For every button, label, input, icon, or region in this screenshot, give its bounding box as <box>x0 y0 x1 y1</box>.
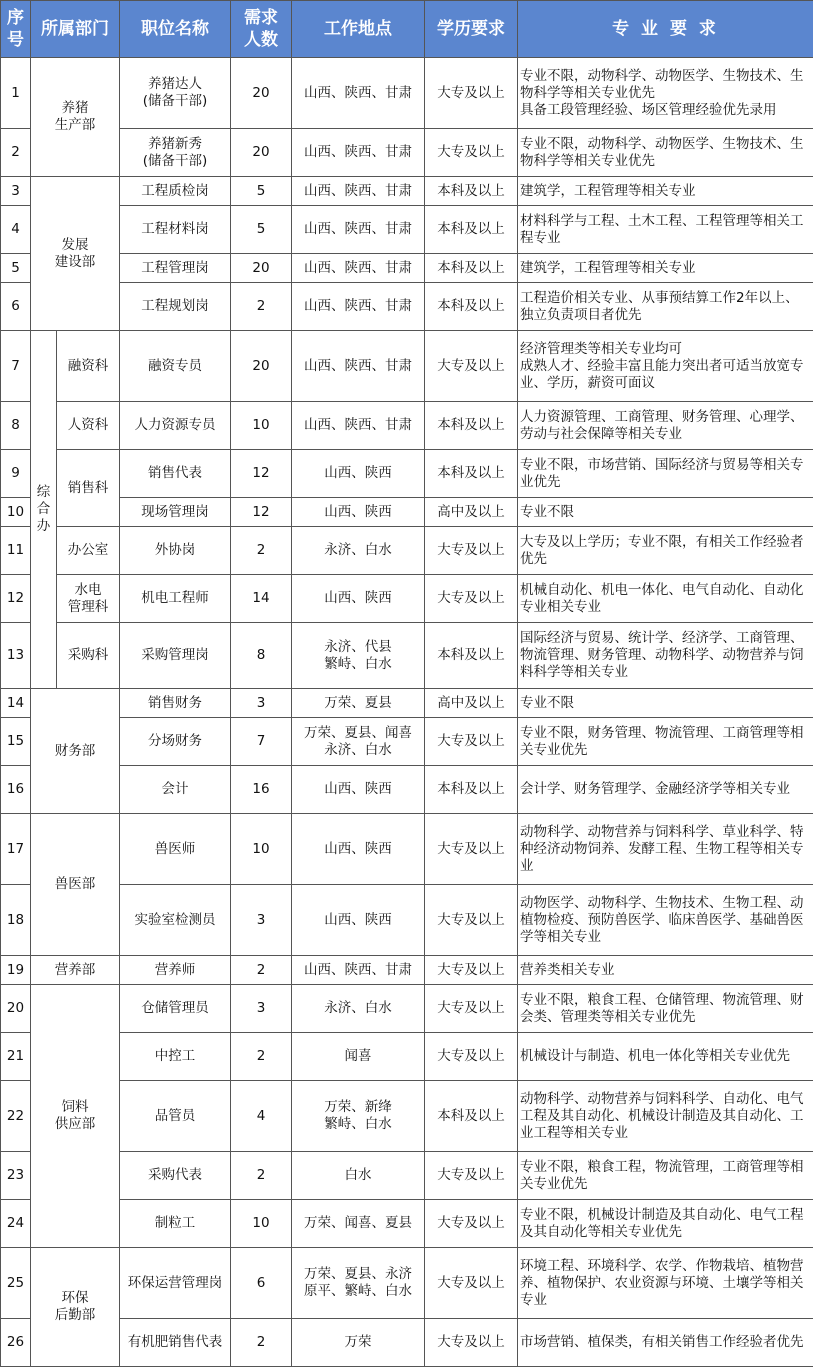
position-title: 现场管理岗 <box>120 498 231 527</box>
dept-dev: 发展 建设部 <box>31 177 120 331</box>
position-title: 融资专员 <box>120 331 231 402</box>
position-title: 分场财务 <box>120 718 231 766</box>
headcount: 3 <box>231 985 292 1033</box>
major-req: 专业不限 <box>518 498 813 527</box>
work-location: 万荣、夏县、永济 原平、繁峙、白水 <box>292 1248 425 1319</box>
position-title: 会计 <box>120 766 231 814</box>
work-location: 万荣、夏县 <box>292 689 425 718</box>
row-no: 6 <box>1 283 31 331</box>
row-no: 5 <box>1 254 31 283</box>
work-location: 山西、陕西 <box>292 766 425 814</box>
table-row <box>1 1033 813 1081</box>
major-req: 动物科学、动物营养与饲料科学、草业科学、特种经济动物饲养、发酵工程、生物工程等相关专业 <box>518 814 813 885</box>
table-row <box>1 1319 813 1367</box>
work-location: 山西、陕西、甘肃 <box>292 956 425 985</box>
position-title: 人力资源专员 <box>120 402 231 450</box>
major-req: 人力资源管理、工商管理、财务管理、心理学、劳动与社会保障等相关专业 <box>518 402 813 450</box>
position-title: 养猪新秀 (储备干部) <box>120 129 231 177</box>
position-title: 品管员 <box>120 1081 231 1152</box>
headcount: 10 <box>231 814 292 885</box>
dept-pig: 养猪 生产部 <box>31 58 120 177</box>
headcount: 2 <box>231 1152 292 1200</box>
row-no: 3 <box>1 177 31 206</box>
education-req: 大专及以上 <box>425 1319 518 1367</box>
subdept-hydro: 水电 管理科 <box>57 575 120 623</box>
education-req: 本科及以上 <box>425 206 518 254</box>
row-no: 21 <box>1 1033 31 1081</box>
major-req: 专业不限，粮食工程、仓储管理、物流管理、财会类、管理类等相关专业优先 <box>518 985 813 1033</box>
major-req: 专业不限，机械设计制造及其自动化、电气工程及其自动化等相关专业优先 <box>518 1200 813 1248</box>
major-req: 专业不限，动物科学、动物医学、生物技术、生物科学等相关专业优先 <box>518 129 813 177</box>
table-row <box>1 575 813 623</box>
education-req: 本科及以上 <box>425 402 518 450</box>
dept-nutrition: 营养部 <box>31 956 120 985</box>
row-no: 16 <box>1 766 31 814</box>
table-row <box>1 689 813 718</box>
work-location: 万荣 <box>292 1319 425 1367</box>
work-location: 山西、陕西 <box>292 885 425 956</box>
education-req: 本科及以上 <box>425 1081 518 1152</box>
row-no: 13 <box>1 623 31 689</box>
subdept-sales: 销售科 <box>57 450 120 527</box>
education-req: 大专及以上 <box>425 58 518 129</box>
row-no: 24 <box>1 1200 31 1248</box>
work-location: 山西、陕西 <box>292 575 425 623</box>
work-location: 山西、陕西、甘肃 <box>292 331 425 402</box>
work-location: 永济、代县 繁峙、白水 <box>292 623 425 689</box>
education-req: 高中及以上 <box>425 498 518 527</box>
row-no: 18 <box>1 885 31 956</box>
headcount: 4 <box>231 1081 292 1152</box>
table-row <box>1 1200 813 1248</box>
position-title: 制粒工 <box>120 1200 231 1248</box>
dept-env: 环保 后勤部 <box>31 1248 120 1367</box>
education-req: 大专及以上 <box>425 129 518 177</box>
table-row <box>1 527 813 575</box>
major-req: 机械自动化、机电一体化、电气自动化、自动化专业相关专业 <box>518 575 813 623</box>
table-row <box>1 58 813 129</box>
major-req: 会计学、财务管理学、金融经济学等相关专业 <box>518 766 813 814</box>
headcount: 10 <box>231 1200 292 1248</box>
table-row <box>1 766 813 814</box>
row-no: 1 <box>1 58 31 129</box>
headcount: 3 <box>231 885 292 956</box>
education-req: 本科及以上 <box>425 623 518 689</box>
major-req: 建筑学，工程管理等相关专业 <box>518 254 813 283</box>
work-location: 万荣、夏县、闻喜 永济、白水 <box>292 718 425 766</box>
education-req: 本科及以上 <box>425 766 518 814</box>
major-req: 专业不限，动物科学、动物医学、生物技术、生物科学等相关专业优先 具备工段管理经验、场区管理经验优先录用 <box>518 58 813 129</box>
position-title: 仓储管理员 <box>120 985 231 1033</box>
education-req: 大专及以上 <box>425 718 518 766</box>
work-location: 山西、陕西、甘肃 <box>292 58 425 129</box>
major-req: 建筑学，工程管理等相关专业 <box>518 177 813 206</box>
header-count: 需求 人数 <box>231 1 292 58</box>
work-location: 白水 <box>292 1152 425 1200</box>
work-location: 山西、陕西 <box>292 450 425 498</box>
work-location: 山西、陕西、甘肃 <box>292 402 425 450</box>
education-req: 大专及以上 <box>425 331 518 402</box>
education-req: 本科及以上 <box>425 254 518 283</box>
row-no: 4 <box>1 206 31 254</box>
row-no: 12 <box>1 575 31 623</box>
education-req: 大专及以上 <box>425 1152 518 1200</box>
row-no: 19 <box>1 956 31 985</box>
major-req: 机械设计与制造、机电一体化等相关专业优先 <box>518 1033 813 1081</box>
position-title: 环保运营管理岗 <box>120 1248 231 1319</box>
position-title: 兽医师 <box>120 814 231 885</box>
headcount: 20 <box>231 254 292 283</box>
education-req: 大专及以上 <box>425 985 518 1033</box>
row-no: 15 <box>1 718 31 766</box>
row-no: 8 <box>1 402 31 450</box>
headcount: 20 <box>231 58 292 129</box>
table-row <box>1 129 813 177</box>
table-row <box>1 1152 813 1200</box>
table-row <box>1 718 813 766</box>
position-title: 采购管理岗 <box>120 623 231 689</box>
header-dept: 所属部门 <box>31 1 120 58</box>
position-title: 中控工 <box>120 1033 231 1081</box>
position-title: 工程规划岗 <box>120 283 231 331</box>
major-req: 专业不限，市场营销、国际经济与贸易等相关专业优先 <box>518 450 813 498</box>
major-req: 专业不限，财务管理、物流管理、工商管理等相关专业优先 <box>518 718 813 766</box>
work-location: 山西、陕西 <box>292 814 425 885</box>
headcount: 2 <box>231 956 292 985</box>
table-row <box>1 498 813 527</box>
work-location: 永济、白水 <box>292 527 425 575</box>
work-location: 山西、陕西、甘肃 <box>292 254 425 283</box>
work-location: 永济、白水 <box>292 985 425 1033</box>
table-row <box>1 331 813 402</box>
subdept-hr: 人资科 <box>57 402 120 450</box>
work-location: 山西、陕西、甘肃 <box>292 283 425 331</box>
headcount: 2 <box>231 283 292 331</box>
education-req: 大专及以上 <box>425 1200 518 1248</box>
major-req: 市场营销、植保类，有相关销售工作经验者优先 <box>518 1319 813 1367</box>
table-row <box>1 956 813 985</box>
row-no: 7 <box>1 331 31 402</box>
dept-finance: 财务部 <box>31 689 120 814</box>
row-no: 22 <box>1 1081 31 1152</box>
work-location: 山西、陕西、甘肃 <box>292 206 425 254</box>
table-row <box>1 206 813 254</box>
major-req: 营养类相关专业 <box>518 956 813 985</box>
headcount: 16 <box>231 766 292 814</box>
table-row <box>1 177 813 206</box>
position-title: 养猪达人 (储备干部) <box>120 58 231 129</box>
position-title: 机电工程师 <box>120 575 231 623</box>
table-row <box>1 1081 813 1152</box>
table-row <box>1 254 813 283</box>
position-title: 营养师 <box>120 956 231 985</box>
row-no: 11 <box>1 527 31 575</box>
row-no: 9 <box>1 450 31 498</box>
headcount: 2 <box>231 1033 292 1081</box>
headcount: 5 <box>231 177 292 206</box>
major-req: 国际经济与贸易、统计学、经济学、工商管理、物流管理、财务管理、动物科学、动物营养与饲料科学等相关专业 <box>518 623 813 689</box>
header-position: 职位名称 <box>120 1 231 58</box>
headcount: 20 <box>231 129 292 177</box>
headcount: 20 <box>231 331 292 402</box>
position-title: 实验室检测员 <box>120 885 231 956</box>
major-req: 大专及以上学历；专业不限，有相关工作经验者优先 <box>518 527 813 575</box>
dept-feed: 饲料 供应部 <box>31 985 120 1248</box>
major-req: 专业不限 <box>518 689 813 718</box>
headcount: 14 <box>231 575 292 623</box>
headcount: 7 <box>231 718 292 766</box>
subdept-financing: 融资科 <box>57 331 120 402</box>
headcount: 12 <box>231 498 292 527</box>
row-no: 17 <box>1 814 31 885</box>
education-req: 大专及以上 <box>425 885 518 956</box>
table-row <box>1 623 813 689</box>
table-row <box>1 450 813 498</box>
headcount: 2 <box>231 1319 292 1367</box>
row-no: 2 <box>1 129 31 177</box>
row-no: 25 <box>1 1248 31 1319</box>
education-req: 大专及以上 <box>425 956 518 985</box>
position-title: 采购代表 <box>120 1152 231 1200</box>
header-seq: 序 号 <box>1 1 31 58</box>
row-no: 26 <box>1 1319 31 1367</box>
major-req: 专业不限，粮食工程，物流管理，工商管理等相关专业优先 <box>518 1152 813 1200</box>
table-row <box>1 283 813 331</box>
table-row <box>1 1248 813 1319</box>
headcount: 10 <box>231 402 292 450</box>
major-req: 经济管理类等相关专业均可 成熟人才、经验丰富且能力突出者可适当放宽专业、学历，薪资可面议 <box>518 331 813 402</box>
education-req: 大专及以上 <box>425 575 518 623</box>
education-req: 本科及以上 <box>425 450 518 498</box>
row-no: 10 <box>1 498 31 527</box>
work-location: 万荣、新绛 繁峙、白水 <box>292 1081 425 1152</box>
row-no: 14 <box>1 689 31 718</box>
header-major: 专 业 要 求 <box>518 1 813 58</box>
headcount: 8 <box>231 623 292 689</box>
position-title: 销售代表 <box>120 450 231 498</box>
education-req: 本科及以上 <box>425 283 518 331</box>
headcount: 3 <box>231 689 292 718</box>
row-no: 20 <box>1 985 31 1033</box>
education-req: 大专及以上 <box>425 1248 518 1319</box>
position-title: 销售财务 <box>120 689 231 718</box>
position-title: 工程材料岗 <box>120 206 231 254</box>
major-req: 工程造价相关专业、从事预结算工作2年以上、独立负责项目者优先 <box>518 283 813 331</box>
position-title: 工程管理岗 <box>120 254 231 283</box>
education-req: 大专及以上 <box>425 1033 518 1081</box>
work-location: 万荣、闻喜、夏县 <box>292 1200 425 1248</box>
education-req: 大专及以上 <box>425 527 518 575</box>
header-education: 学历要求 <box>425 1 518 58</box>
position-title: 外协岗 <box>120 527 231 575</box>
dept-general: 综 合 办 <box>31 331 57 689</box>
major-req: 动物医学、动物科学、生物技术、生物工程、动植物检疫、预防兽医学、临床兽医学、基础兽医学等相关专业 <box>518 885 813 956</box>
education-req: 高中及以上 <box>425 689 518 718</box>
headcount: 6 <box>231 1248 292 1319</box>
table-row <box>1 985 813 1033</box>
work-location: 山西、陕西 <box>292 498 425 527</box>
table-row <box>1 814 813 885</box>
header-row <box>1 1 813 58</box>
headcount: 2 <box>231 527 292 575</box>
major-req: 材料科学与工程、土木工程、工程管理等相关工程专业 <box>518 206 813 254</box>
work-location: 山西、陕西、甘肃 <box>292 129 425 177</box>
table-row <box>1 402 813 450</box>
headcount: 12 <box>231 450 292 498</box>
position-title: 有机肥销售代表 <box>120 1319 231 1367</box>
subdept-purchase: 采购科 <box>57 623 120 689</box>
education-req: 本科及以上 <box>425 177 518 206</box>
education-req: 大专及以上 <box>425 814 518 885</box>
table-row <box>1 885 813 956</box>
header-location: 工作地点 <box>292 1 425 58</box>
dept-vet: 兽医部 <box>31 814 120 956</box>
major-req: 环境工程、环境科学、农学、作物栽培、植物营养、植物保护、农业资源与环境、土壤学等相关专业 <box>518 1248 813 1319</box>
work-location: 闻喜 <box>292 1033 425 1081</box>
row-no: 23 <box>1 1152 31 1200</box>
major-req: 动物科学、动物营养与饲料科学、自动化、电气工程及其自动化、机械设计制造及其自动化、工业工程等相关专业 <box>518 1081 813 1152</box>
headcount: 5 <box>231 206 292 254</box>
work-location: 山西、陕西、甘肃 <box>292 177 425 206</box>
position-title: 工程质检岗 <box>120 177 231 206</box>
subdept-office: 办公室 <box>57 527 120 575</box>
